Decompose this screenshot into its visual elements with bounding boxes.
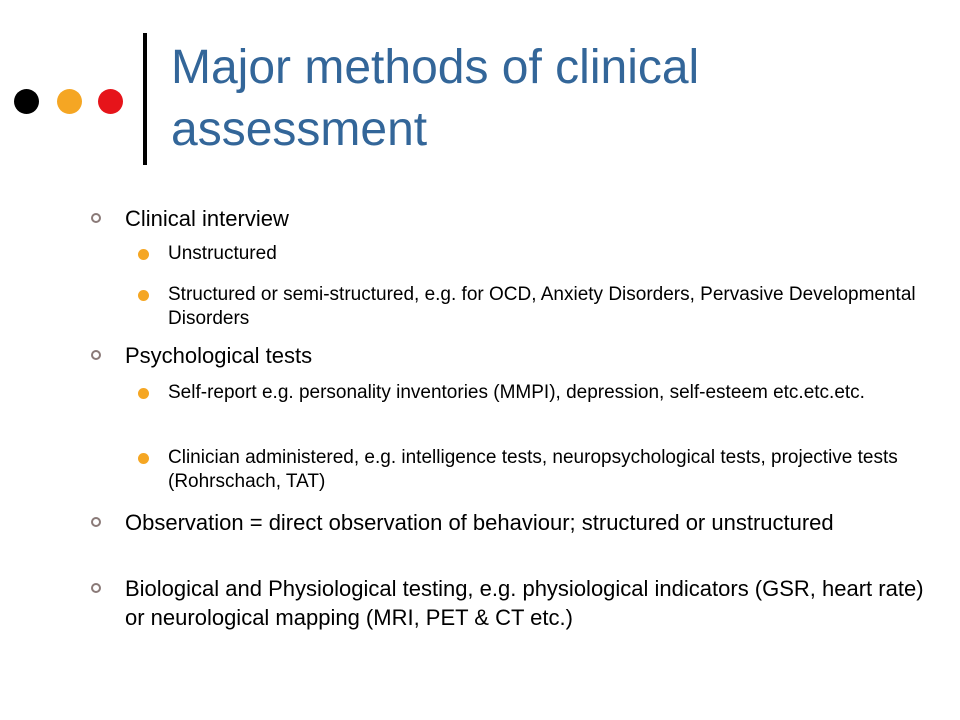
- ring-bullet-icon: [91, 583, 101, 593]
- sub-bullet-text: Self-report e.g. personality inventories (MMPI), depression, self-esteem etc.etc.etc.: [168, 382, 865, 403]
- sub-bullet-structured: [168, 283, 928, 331]
- dot-bullet-icon: [138, 388, 149, 399]
- ring-bullet-icon: [91, 350, 101, 360]
- bullet-text: Biological and Physiological testing, e.g. physiological indicators (GSR, heart rate) or neurological mapping (MRI, PET & CT etc.): [125, 576, 924, 630]
- sub-bullet-unstructured: [168, 242, 928, 266]
- dot-bullet-icon: [138, 290, 149, 301]
- sub-bullet-text: Unstructured: [168, 243, 277, 264]
- bullet-psychological-tests: [125, 341, 925, 370]
- dot-bullet-icon: [138, 249, 149, 260]
- bullet-observation: [125, 508, 925, 537]
- ring-bullet-icon: [91, 213, 101, 223]
- bullet-text: Clinical interview: [125, 206, 289, 231]
- bullet-text: Psychological tests: [125, 343, 313, 368]
- dot-bullet-icon: [138, 453, 149, 464]
- sub-bullet-text: Structured or semi-structured, e.g. for OCD, Anxiety Disorders, Pervasive Developmental Disorders: [168, 284, 916, 329]
- sub-bullet-clinician-administered: [168, 446, 928, 494]
- bullet-biological-testing: [125, 574, 925, 632]
- sub-bullet-self-report: [168, 381, 928, 405]
- ring-bullet-icon: [91, 517, 101, 527]
- bullet-clinical-interview: [125, 204, 925, 233]
- sub-bullet-text: Clinician administered, e.g. intelligence tests, neuropsychological tests, projective tests (Rohrschach, TAT): [168, 447, 898, 492]
- slide-title: Major methods of clinical assessment: [171, 41, 700, 156]
- bullet-text: Observation = direct observation of behaviour; structured or unstructured: [125, 510, 834, 535]
